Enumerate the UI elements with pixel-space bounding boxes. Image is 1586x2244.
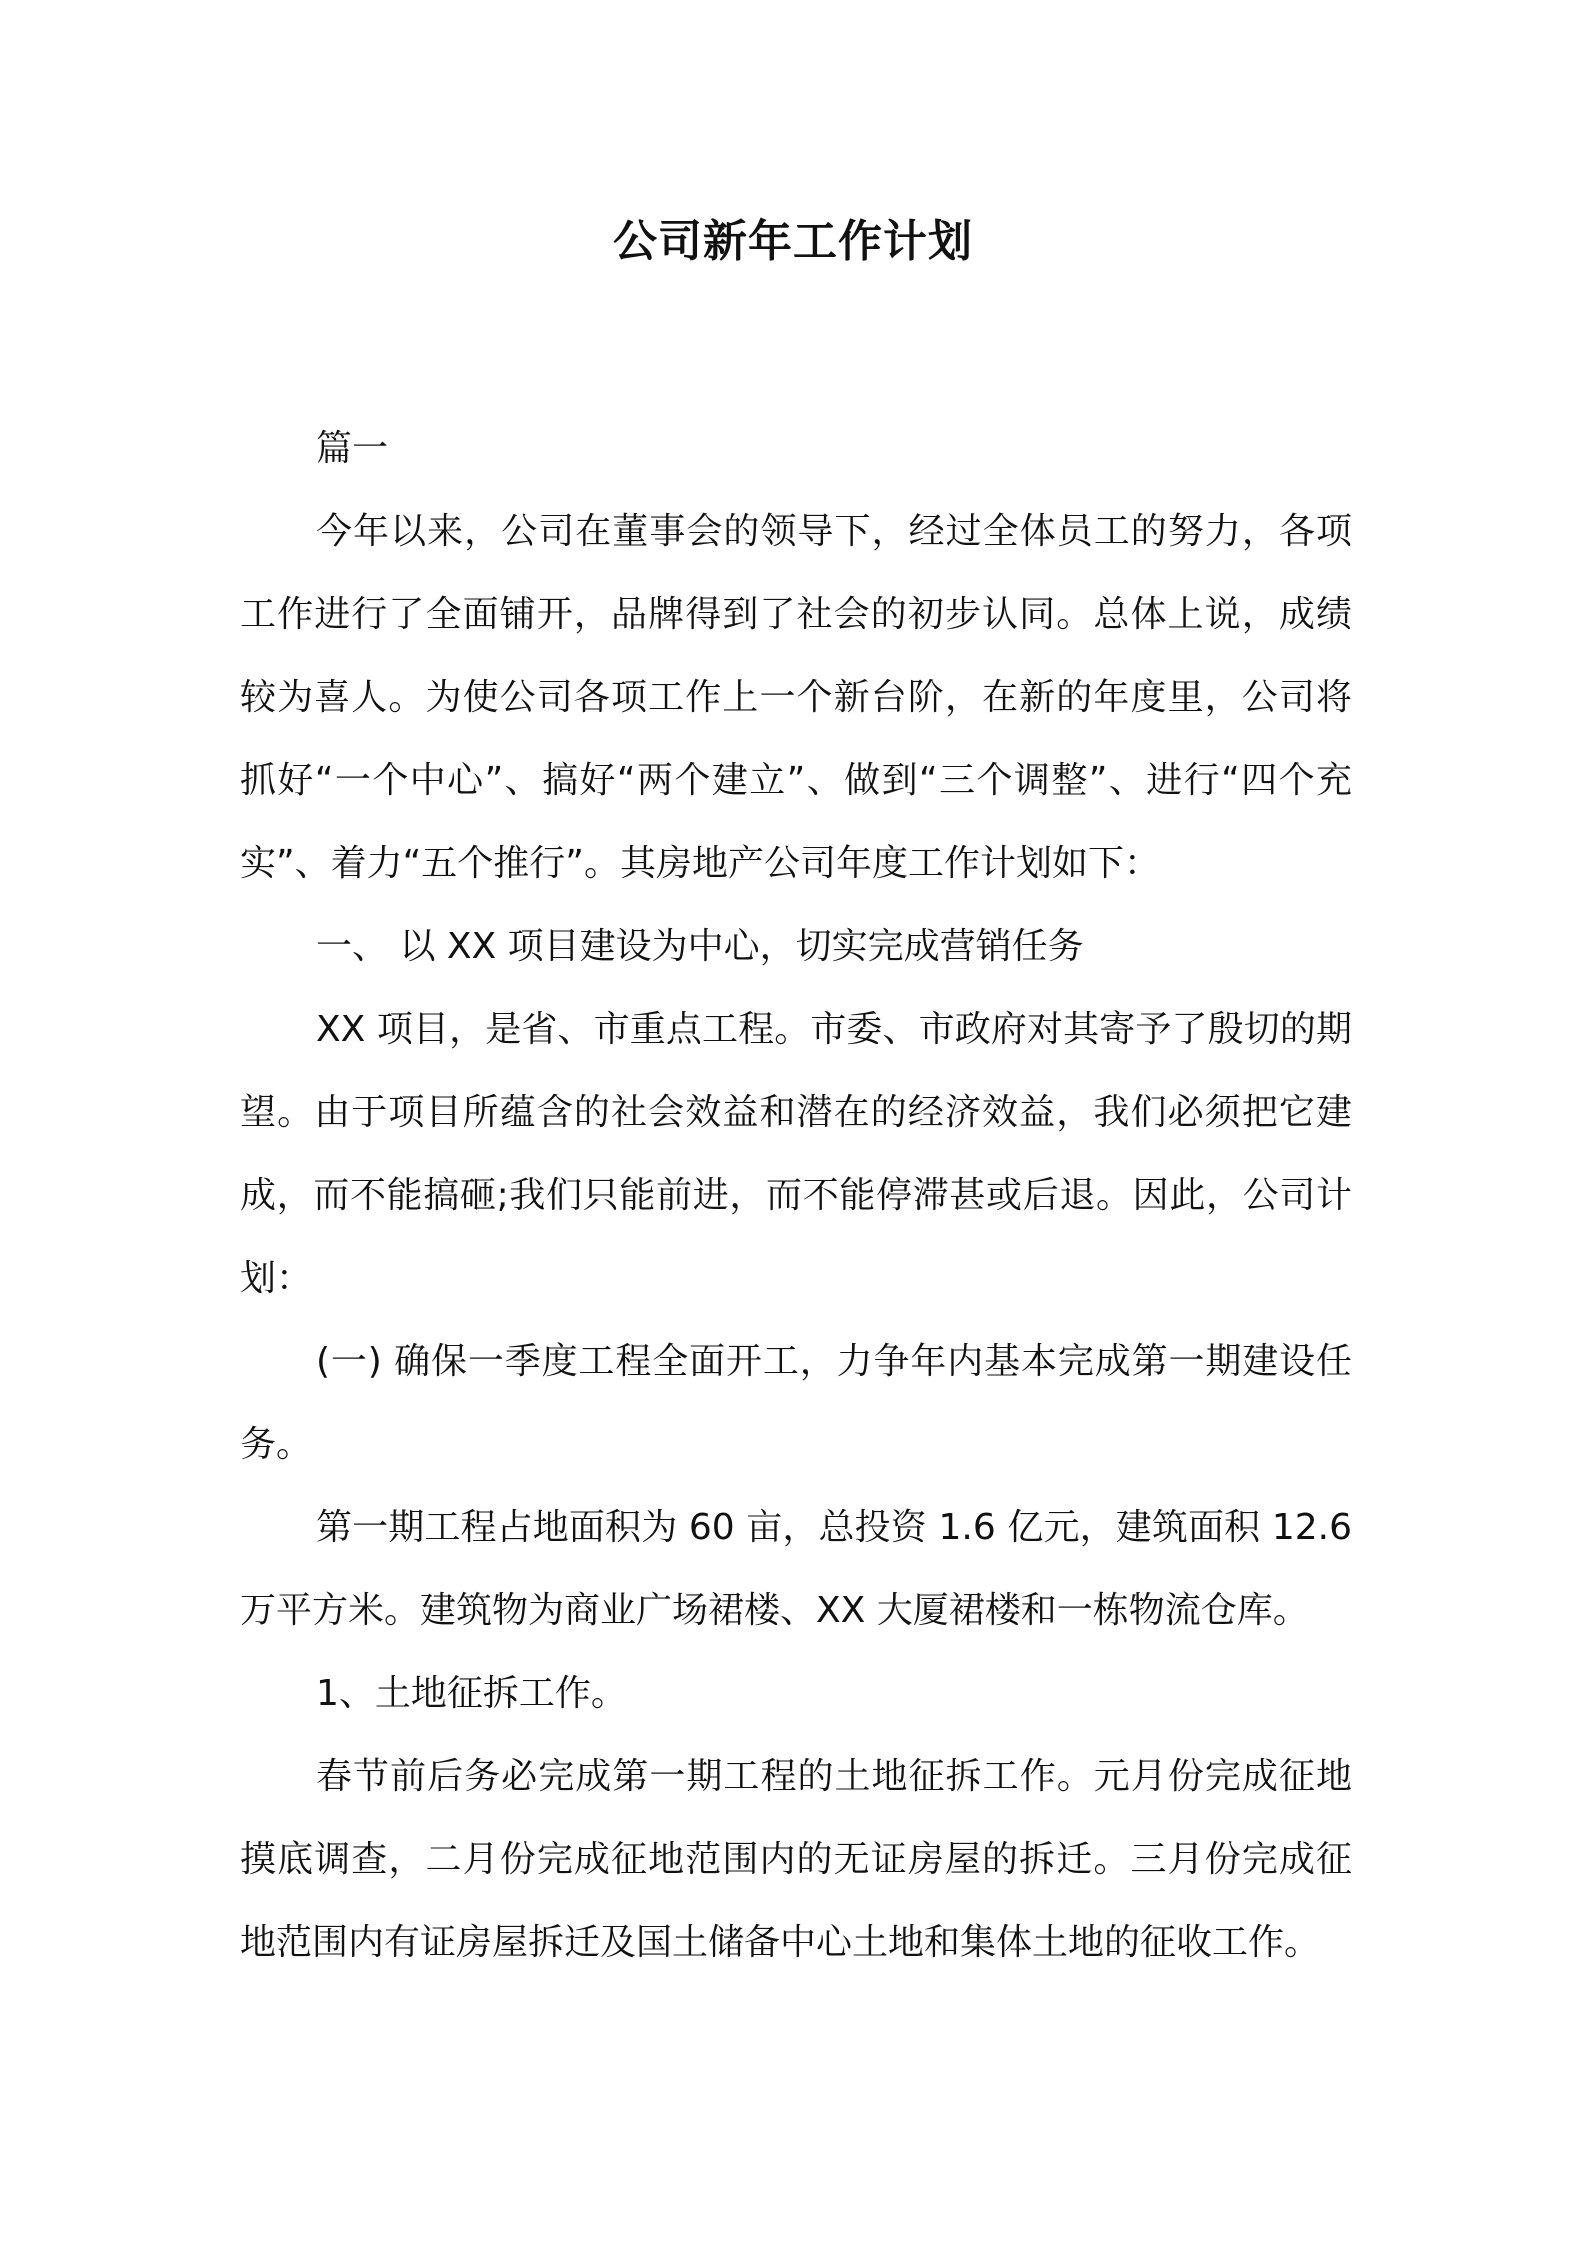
document-body: [240, 407, 1352, 1984]
paragraph: 第一期工程占地面积为 60 亩，总投资 1.6 亿元，建筑面积 12.6 万平方米。建筑物为商业广场裙楼、XX 大厦裙楼和一栋物流仓库。: [240, 1507, 1352, 1631]
subheading: (一) 确保一季度工程全面开工，力争年内基本完成第一期建设任务。: [240, 1341, 1352, 1465]
document-title: 公司新年工作计划: [613, 216, 973, 267]
subheading: 一、 以 XX 项目建设为中心，切实完成营销任务: [316, 926, 1084, 967]
paragraph: 今年以来，公司在董事会的领导下，经过全体员工的努力，各项工作进行了全面铺开，品牌得到了社会的初步认同。总体上说，成绩较为喜人。为使公司各项工作上一个新台阶，在新的年度里，公司将抓好“一个中心”、搞好“两个建立”、做到“三个调整”、进行“四个充实”、着力“五个推行”。其房地产公司年度工作计划如下：: [240, 511, 1352, 884]
subheading: 1、土地征拆工作。: [316, 1673, 627, 1714]
paragraph: 春节前后务必完成第一期工程的土地征拆工作。元月份完成征地摸底调查，二月份完成征地范围内的无证房屋的拆迁。三月份完成征地范围内有证房屋拆迁及国土储备中心土地和集体土地的征收工作。: [240, 1756, 1352, 1963]
section-heading: 篇一: [316, 428, 389, 469]
paragraph: XX 项目，是省、市重点工程。市委、市政府对其寄予了殷切的期望。由于项目所蕴含的社会效益和潜在的经济效益，我们必须把它建成，而不能搞砸;我们只能前进，而不能停滞甚或后退。因此，公司计划：: [240, 1009, 1352, 1299]
